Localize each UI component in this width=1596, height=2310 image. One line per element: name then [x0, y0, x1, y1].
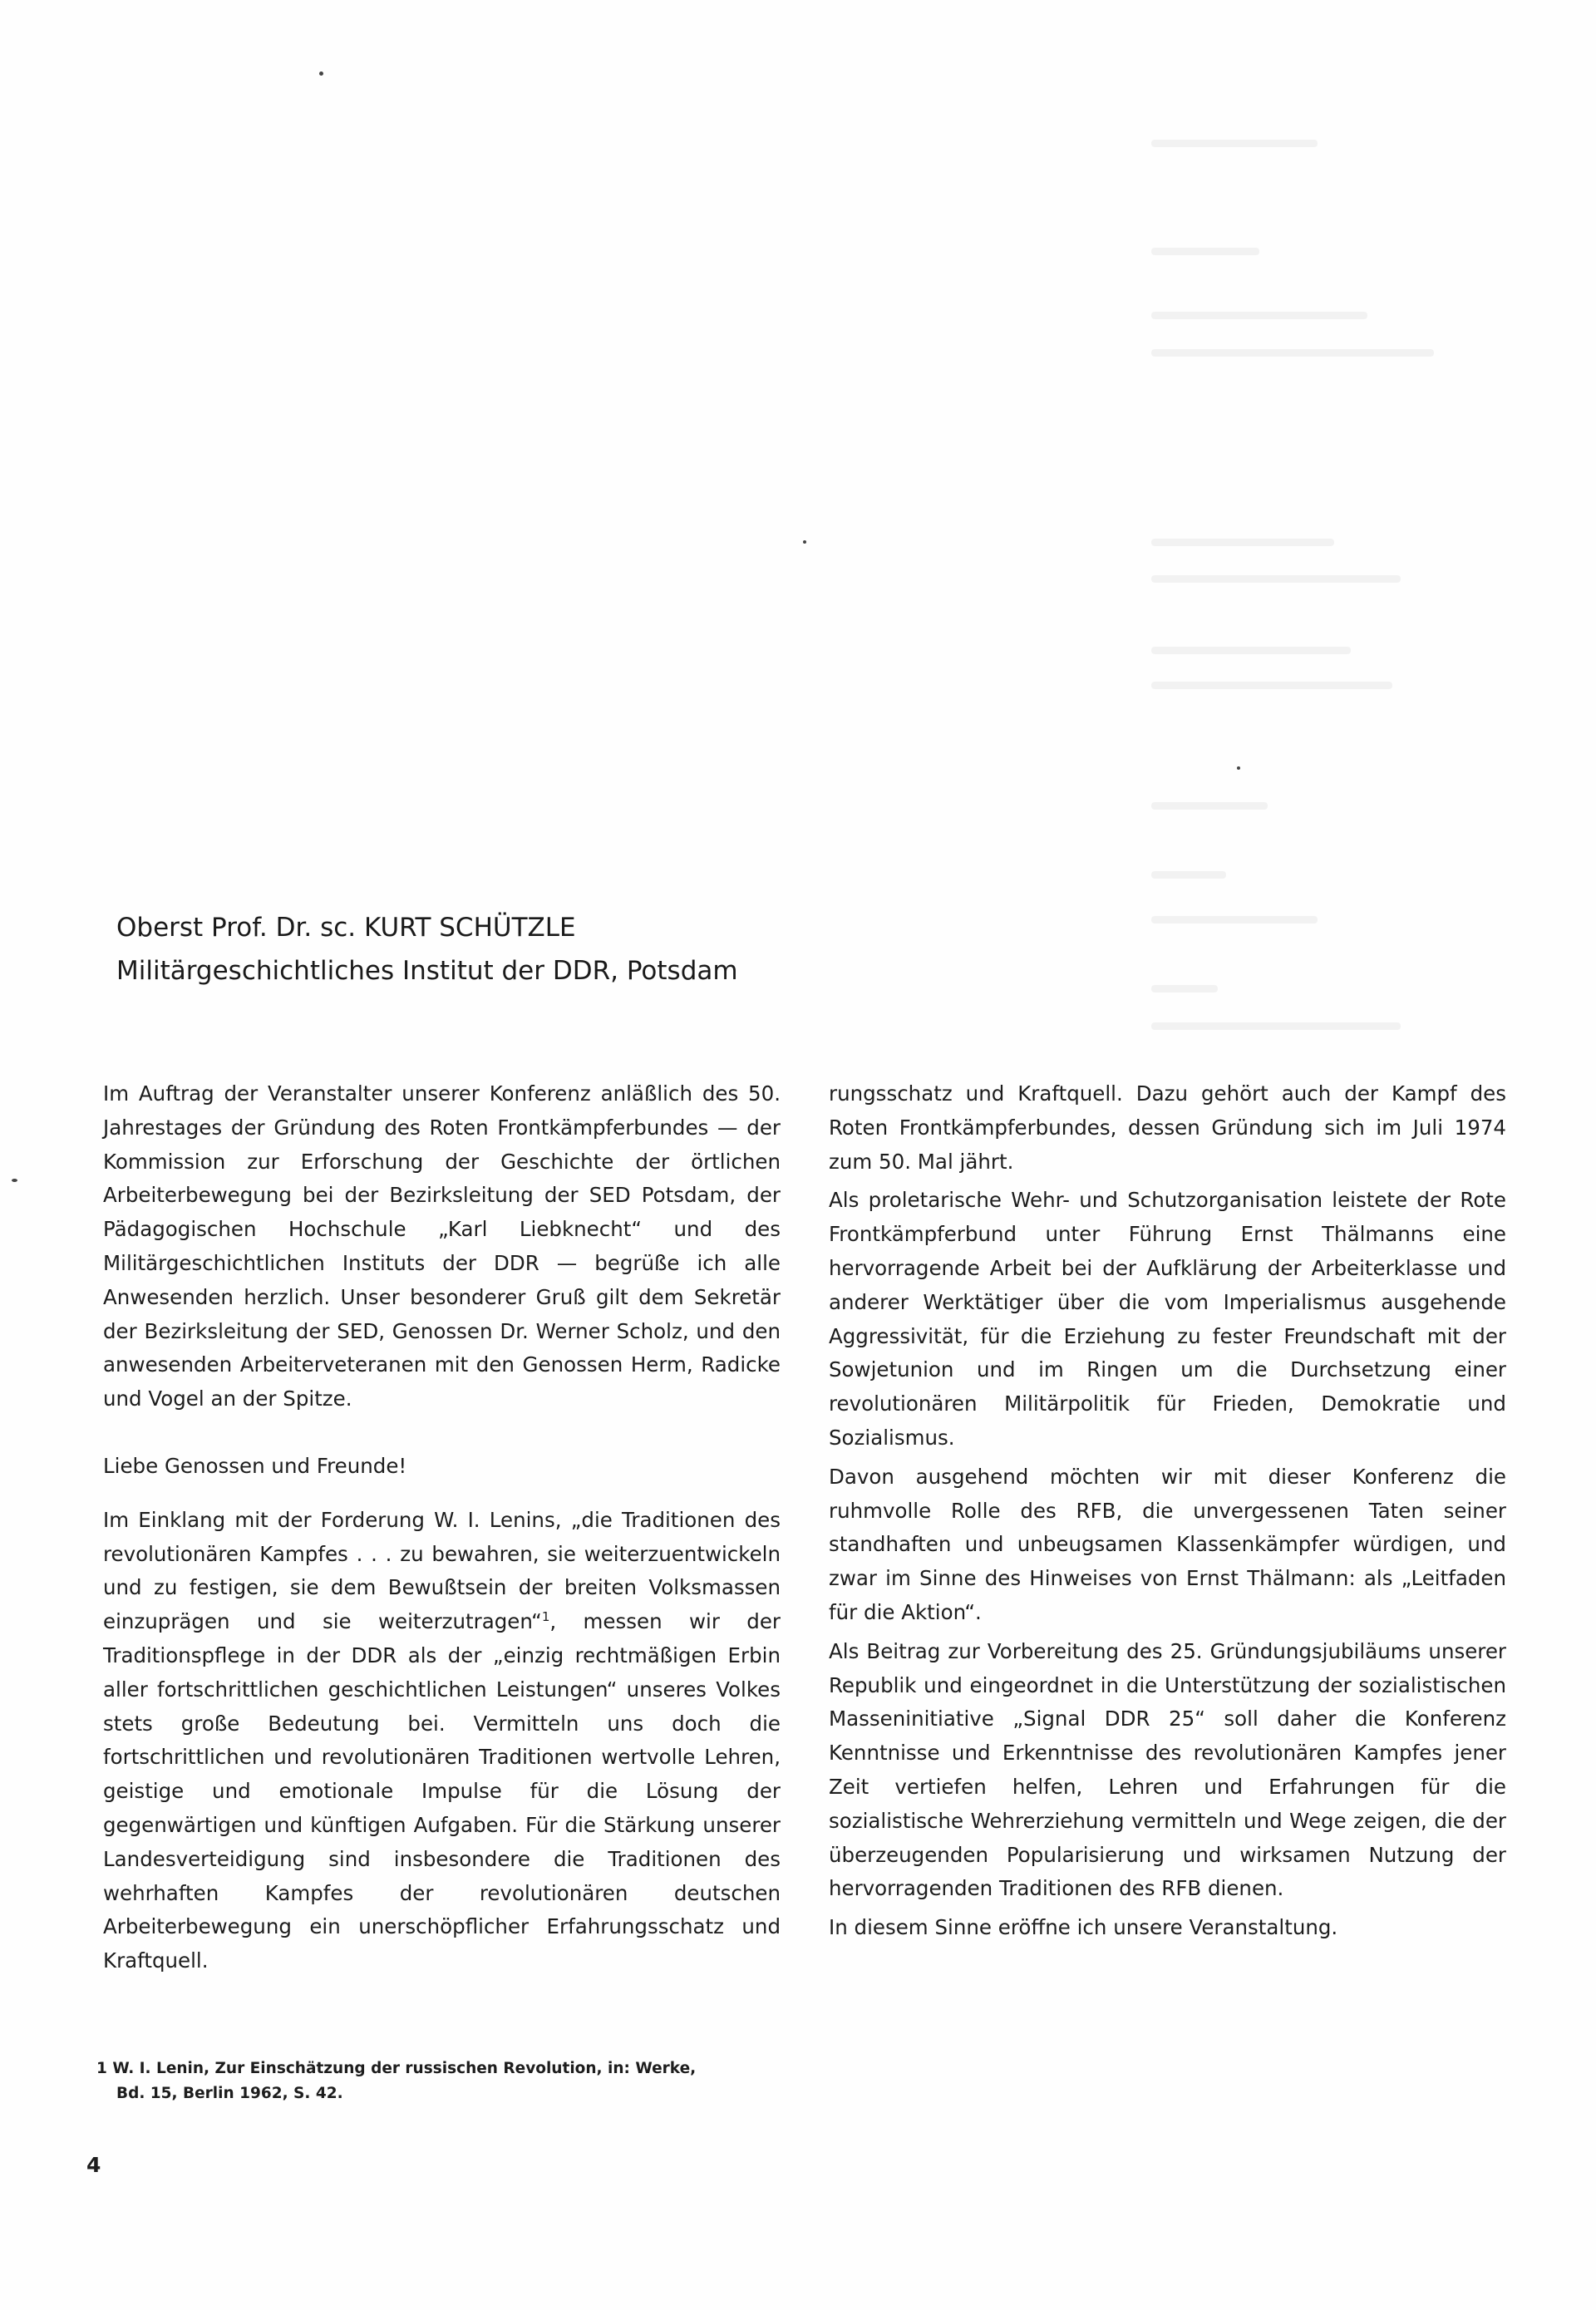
author-name: Oberst Prof. Dr. sc. KURT SCHÜTZLE: [116, 913, 576, 943]
body-text-part-1: Im Einklang mit der Forderung W. I. Lenins, „die Traditionen des revolutionären Kampfes . . . zu bewahren, sie weiterzuentwickeln und zu festigen, sie dem Bewußtsein der breiten Volksmassen einzuprägen und sie weiterzutragen“: [103, 1507, 781, 1634]
footnote: [96, 2056, 778, 2106]
body-text-part-2: , messen wir der Traditionspflege in der DDR als der „einzig rechtmäßigen Erbin aller fortschrittlichen geschichtlichen Leistungen“ unseres Volkes stets große Bedeutung bei. Vermitteln uns doch die fortschrittlichen und revolutionären Traditionen wertvolle Lehren, geistige und emotionale Impulse für die Lösung der gegenwärtigen und künftigen Aufgaben. Für die Stärkung unserer Landesverteidigung sind insbesondere die Traditionen des wehrhaften Kampfes der revolutionären deutschen Arbeiterbewegung ein unerschöpflicher Erfahrungsschatz und Kraftquell.: [103, 1609, 781, 1973]
paragraph-organisation: Als proletarische Wehr- und Schutzorganisation leistete der Rote Frontkämpferbund unter Führung Ernst Thälmanns eine hervorragende Arbeit bei der Aufklärung der Arbeiterklasse und anderer Werktätiger über die vom Imperialismus ausgehende Aggressivität, für die Erziehung zu fester Freundschaft mit der Sowjetunion und im Ringen um die Durchsetzung einer revolutionären Militärpolitik für Frieden, Demokratie und Sozialismus.: [829, 1188, 1506, 1450]
author-institution: Militärgeschichtliches Institut der DDR, Potsdam: [116, 956, 738, 986]
paragraph-closing: In diesem Sinne eröffne ich unsere Veranstaltung.: [829, 1915, 1338, 1940]
paragraph-contribution: Als Beitrag zur Vorbereitung des 25. Gründungsjubiläums unserer Republik und eingeordnet in die Unterstützung der sozialistischen Masseninitiative „Signal DDR 25“ soll daher die Konferenz Kenntnisse und Erkenntnisse des revolutionären Kampfes jener Zeit vertiefen helfen, Lehren und Erfahrungen für die sozialistische Wehrerziehung vermitteln und Wege zeigen, die der überzeugenden Popularisierung und wirksamen Nutzung der hervorragenden Traditionen des RFB dienen.: [829, 1638, 1506, 1901]
page-number: 4: [86, 2153, 101, 2177]
body-paragraph: [103, 1504, 781, 1978]
footnote-reference: 1: [541, 1609, 550, 1624]
salutation: Liebe Genossen und Freunde!: [103, 1453, 407, 1478]
left-column: [103, 1077, 781, 1978]
footnote-line-1: 1 W. I. Lenin, Zur Einschätzung der russischen Revolution, in: Werke,: [96, 2060, 697, 2077]
right-column: [829, 1077, 1506, 1950]
author-block: [116, 906, 1031, 992]
paragraph-continuation: rungsschatz und Kraftquell. Dazu gehört auch der Kampf des Roten Frontkämpferbundes, dessen Gründung sich im Juli 1974 zum 50. Mal jährt.: [829, 1081, 1506, 1174]
intro-paragraph: Im Auftrag der Veranstalter unserer Konferenz anläßlich des 50. Jahrestages der Gründung des Roten Frontkämpferbundes — der Kommission zur Erforschung der Geschichte der örtlichen Arbeiterbewegung bei der Bezirksleitung der SED Potsdam, der Pädagogischen Hochschule „Karl Liebknecht“ und des Militärgeschichtlichen Instituts der DDR — begrüße ich alle Anwesenden herzlich. Unser besonderer Gruß gilt dem Sekretär der Bezirksleitung der SED, Genossen Dr. Werner Scholz, und den anwesenden Arbeiterveteranen mit den Genossen Herm, Radicke und Vogel an der Spitze.: [103, 1081, 781, 1411]
footnote-line-2: Bd. 15, Berlin 1962, S. 42.: [116, 2085, 343, 2102]
paragraph-conference-aim: Davon ausgehend möchten wir mit dieser Konferenz die ruhmvolle Rolle des RFB, die unvergessenen Taten seiner standhaften und unbeugsamen Klassenkämpfer würdigen, und zwar im Sinne des Hinweises von Ernst Thälmann: als „Leitfaden für die Aktion“.: [829, 1464, 1506, 1624]
